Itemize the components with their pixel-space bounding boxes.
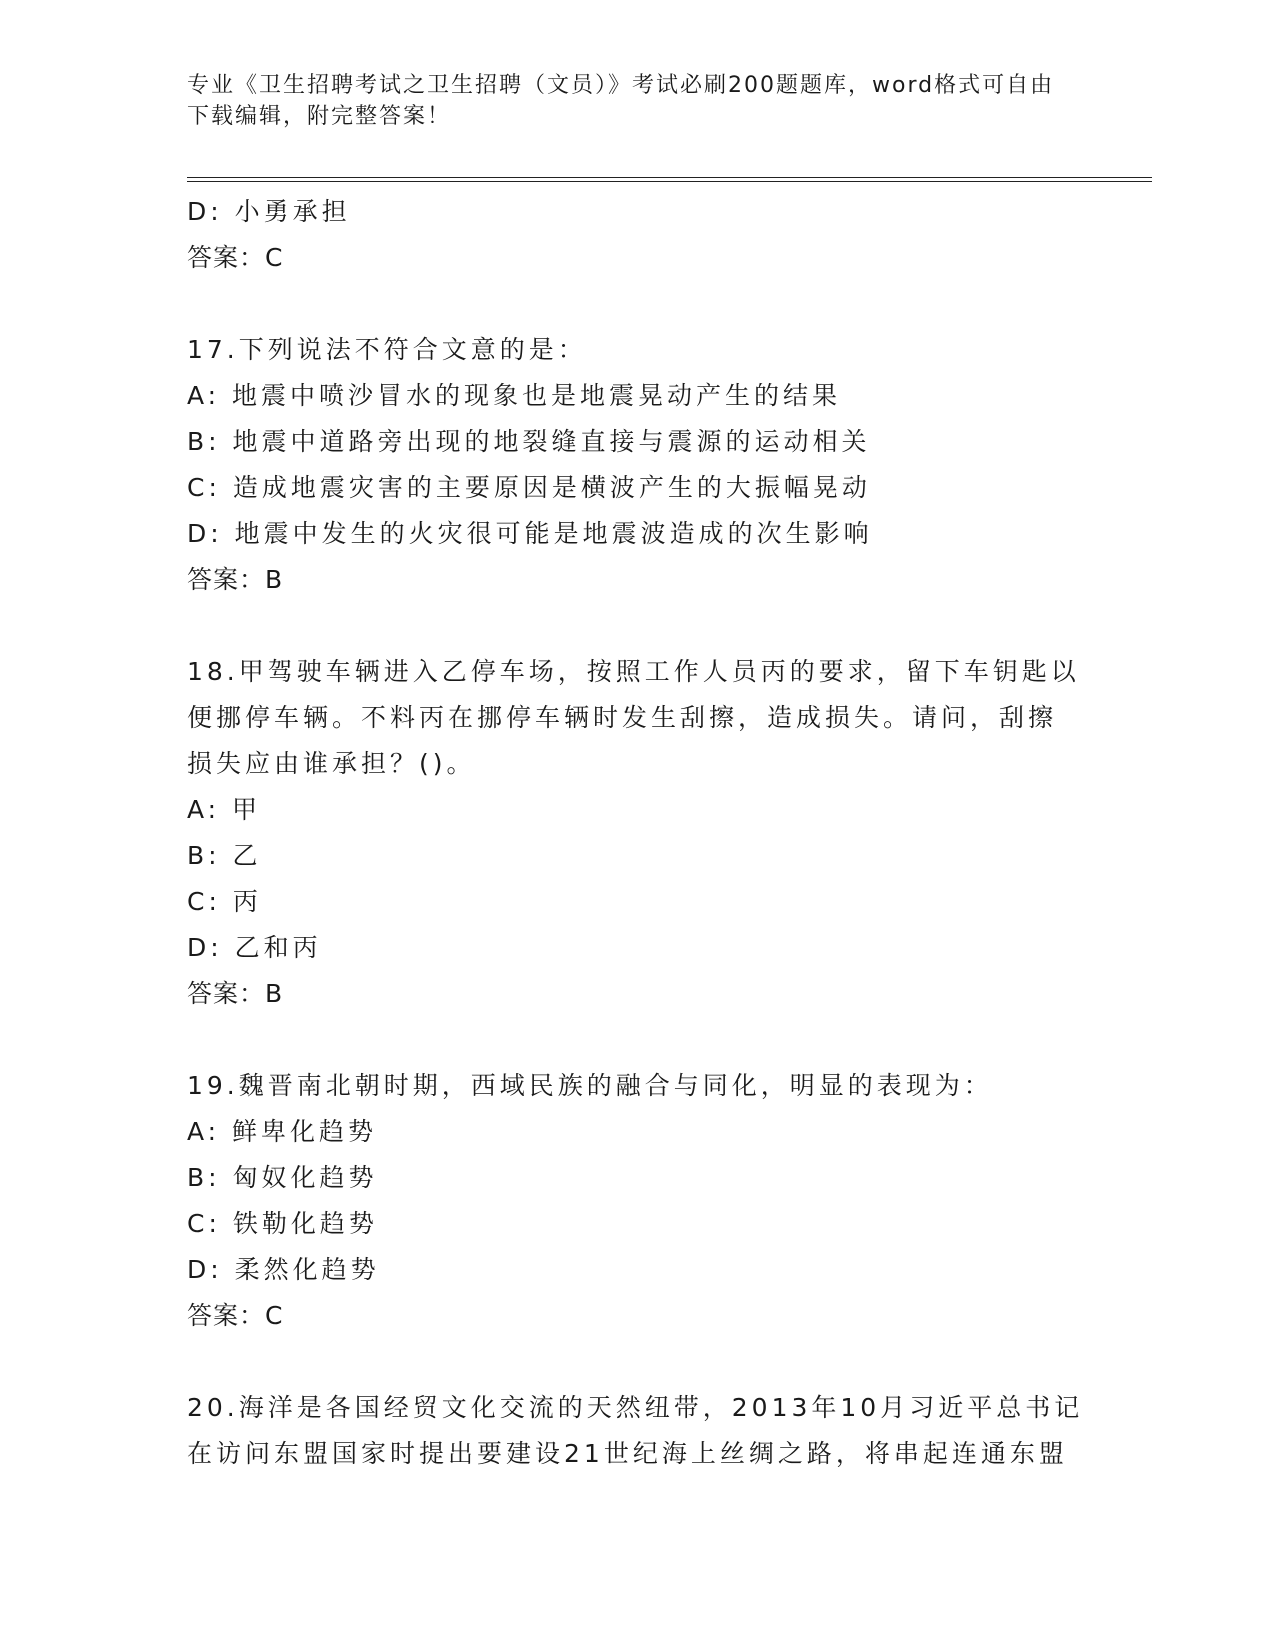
header-divider-top	[187, 177, 1152, 178]
answer-line: 答案：B	[187, 565, 284, 594]
answer-line: 答案：B	[187, 979, 284, 1008]
question-text-line: 18.甲驾驶车辆进入乙停车场，按照工作人员丙的要求，留下车钥匙以	[187, 657, 1080, 686]
spacer	[187, 1339, 1147, 1385]
option-d: D: 柔然化趋势	[187, 1255, 380, 1284]
document-body	[187, 189, 1147, 1477]
option-a: A: 鲜卑化趋势	[187, 1117, 378, 1146]
question-18	[187, 649, 1147, 1017]
spacer	[187, 603, 1147, 649]
question-text-line: 损失应由谁承担？()。	[187, 749, 476, 778]
option-c: C: 丙	[187, 887, 262, 916]
answer-line: 答案：C	[187, 1301, 284, 1330]
question-20	[187, 1385, 1147, 1477]
question-19	[187, 1063, 1147, 1339]
question-17	[187, 327, 1147, 603]
option-b: B: 匈奴化趋势	[187, 1163, 378, 1192]
question-text-line: 20.海洋是各国经贸文化交流的天然纽带，2013年10月习近平总书记	[187, 1393, 1084, 1422]
question-text: 19.魏晋南北朝时期，西域民族的融合与同化，明显的表现为：	[187, 1071, 993, 1100]
question-text-line: 在访问东盟国家时提出要建设21世纪海上丝绸之路，将串起连通东盟	[187, 1439, 1068, 1468]
option-d: D: 乙和丙	[187, 933, 322, 962]
spacer	[187, 1017, 1147, 1063]
option-a: A: 甲	[187, 795, 262, 824]
option-c: C: 造成地震灾害的主要原因是横波产生的大振幅晃动	[187, 473, 871, 502]
question-text: 17.下列说法不符合文意的是：	[187, 335, 587, 364]
option-d: D: 小勇承担	[187, 197, 351, 226]
option-d: D: 地震中发生的火灾很可能是地震波造成的次生影响	[187, 519, 873, 548]
option-a: A: 地震中喷沙冒水的现象也是地震晃动产生的结果	[187, 381, 842, 410]
question-text-line: 便挪停车辆。不料丙在挪停车辆时发生刮擦，造成损失。请问，刮擦	[187, 703, 1058, 732]
header-divider-bottom	[187, 181, 1152, 182]
document-header: 专业《卫生招聘考试之卫生招聘（文员）》考试必刷200题题库，word格式可自由下载编辑，附完整答案！	[187, 73, 1055, 129]
option-b: B: 乙	[187, 841, 262, 870]
option-c: C: 铁勒化趋势	[187, 1209, 378, 1238]
option-b: B: 地震中道路旁出现的地裂缝直接与震源的运动相关	[187, 427, 871, 456]
spacer	[187, 281, 1147, 327]
answer-line: 答案：C	[187, 243, 284, 272]
